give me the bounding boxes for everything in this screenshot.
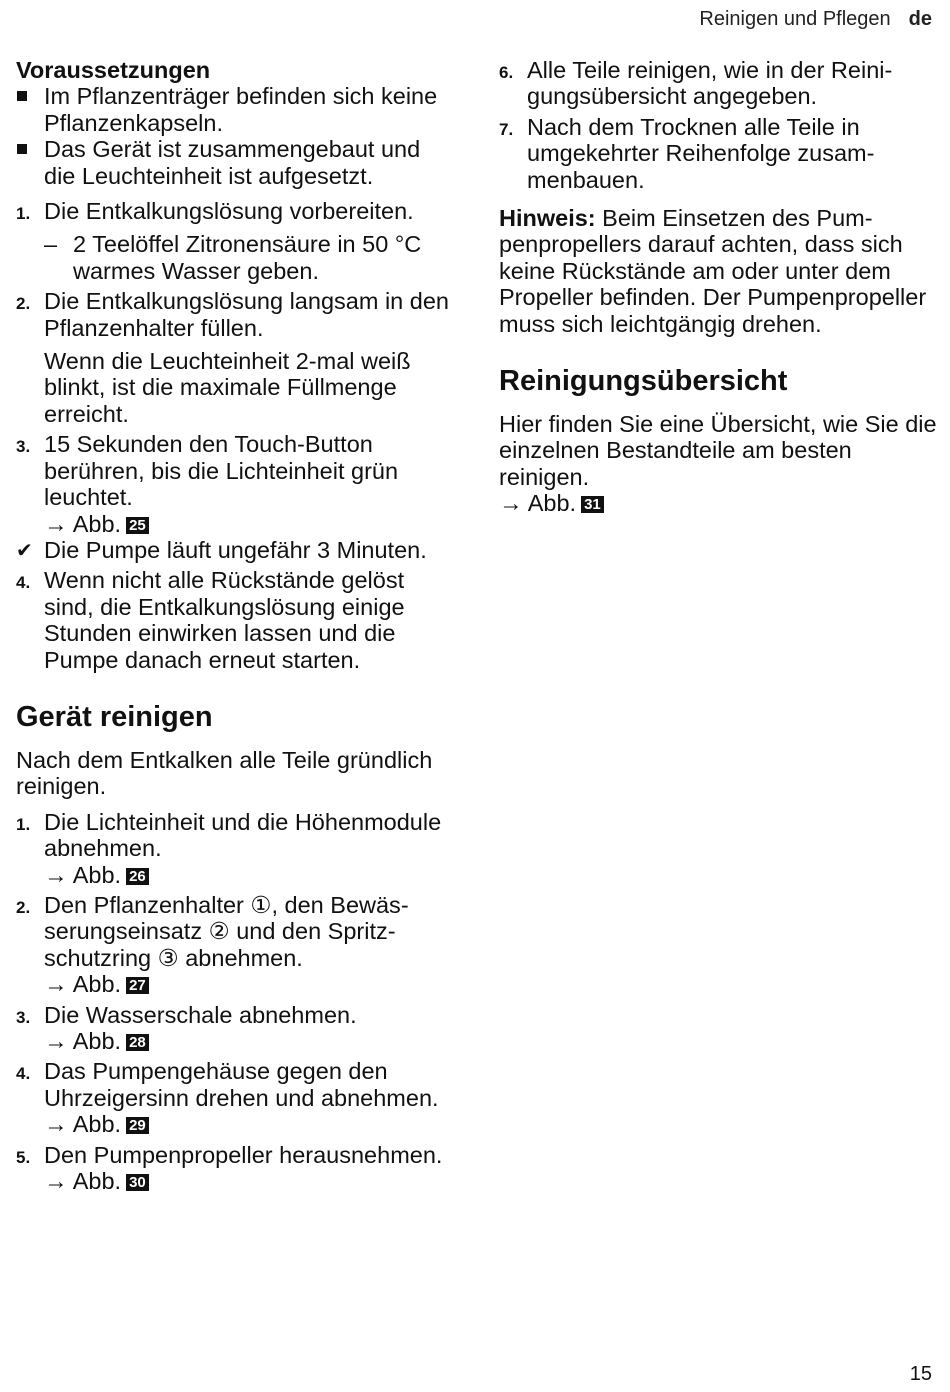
clean-intro: Nach dem Entkalken alle Teile gründlich reinigen. <box>16 746 433 800</box>
figure-badge: 31 <box>581 496 604 513</box>
figure-badge: 30 <box>126 1174 149 1191</box>
header-lang: de <box>908 8 932 30</box>
figure-reference: → Abb. 31 <box>499 490 939 516</box>
figure-badge: 25 <box>126 517 149 534</box>
step-item: 2. Den Pflanzenhalter ①, den Bewässerungseinsatz ② und den Spritzschutzring ③ abnehmen. → Abb. 27 <box>16 891 409 998</box>
checkmark-icon: ✔ <box>16 539 33 562</box>
step-item: 3. 15 Sekunden den Touch-Button berühren, bis die Lichteinheit grün leuchtet. <box>16 431 399 511</box>
overview-text: Hier finden Sie eine Übersicht, wie Sie die einzelnen Bestandteile am besten reinigen. <box>499 411 937 490</box>
step-item: 6. Alle Teile reinigen, wie in der Reinigungsübersicht angegeben. <box>499 57 893 110</box>
step-item: 5. Den Pumpenpropeller herausnehmen. → Abb. 30 <box>16 1141 443 1195</box>
header-section: Reinigen und Pflegen <box>699 8 891 30</box>
section-title-overview: Reinigungsübersicht <box>499 365 788 398</box>
note-paragraph: Hinweis: Beim Einsetzen des Pumpenpropellers darauf achten, dass sich keine Rückstände am oder unter dem Propeller befinden. Der Pumpenpropeller muss sich leichtgängig drehen. <box>499 205 927 337</box>
result-item: ✔ Die Pumpe läuft ungefähr 3 Minuten. <box>16 536 427 563</box>
figure-badge: 26 <box>126 868 149 885</box>
step-item: 1. Die Entkalkungslösung vorbereiten. <box>16 198 414 225</box>
step-item: 7. Nach dem Trocknen alle Teile in umgekehrter Reihenfolge zusammenbauen. <box>499 113 875 193</box>
bullet-square-icon <box>17 144 27 154</box>
step-item: 2. Die Entkalkungslösung langsam in den Pflanzenhalter füllen. <box>16 288 449 341</box>
sub-step-item: – 2 Teelöffel Zitronensäure in 50 °C warmes Wasser geben. <box>44 231 422 284</box>
figure-badge: 29 <box>126 1117 149 1134</box>
step-note: Wenn die Leuchteinheit 2-mal weiß blinkt, ist die maximale Füllmenge erreicht. <box>44 348 411 427</box>
step-item: 3. Die Wasserschale abnehmen. → Abb. 28 <box>16 1001 357 1054</box>
running-header <box>699 8 932 31</box>
left-column <box>16 57 456 1194</box>
right-column <box>499 57 939 517</box>
step-item: 4. Das Pumpengehäuse gegen den Uhrzeigersinn drehen und abnehmen. → Abb. 29 <box>16 1058 439 1138</box>
note-label: Hinweis: <box>499 205 596 232</box>
prereq-bullet: Im Pflanzenträger befinden sich keine Pflanzenkapseln. <box>16 83 456 136</box>
section-title-clean: Gerät reinigen <box>16 700 213 733</box>
figure-badge: 28 <box>126 1034 149 1051</box>
step-item: 4. Wenn nicht alle Rückstände gelöst sind, die Entkalkungslösung einige Stunden einwirken lassen und die Pumpe danach erneut starten. <box>16 567 405 673</box>
page-number: 15 <box>909 1363 932 1385</box>
prereq-title: Voraussetzungen <box>16 57 211 83</box>
figure-reference: → Abb. 25 <box>16 511 456 537</box>
prereq-bullet: Das Gerät ist zusammengebaut und die Leuchteinheit ist aufgesetzt. <box>16 136 456 189</box>
bullet-square-icon <box>17 91 27 101</box>
figure-badge: 27 <box>126 977 149 994</box>
step-item: 1. Die Lichteinheit und die Höhenmodule abnehmen. → Abb. 26 <box>16 808 442 888</box>
